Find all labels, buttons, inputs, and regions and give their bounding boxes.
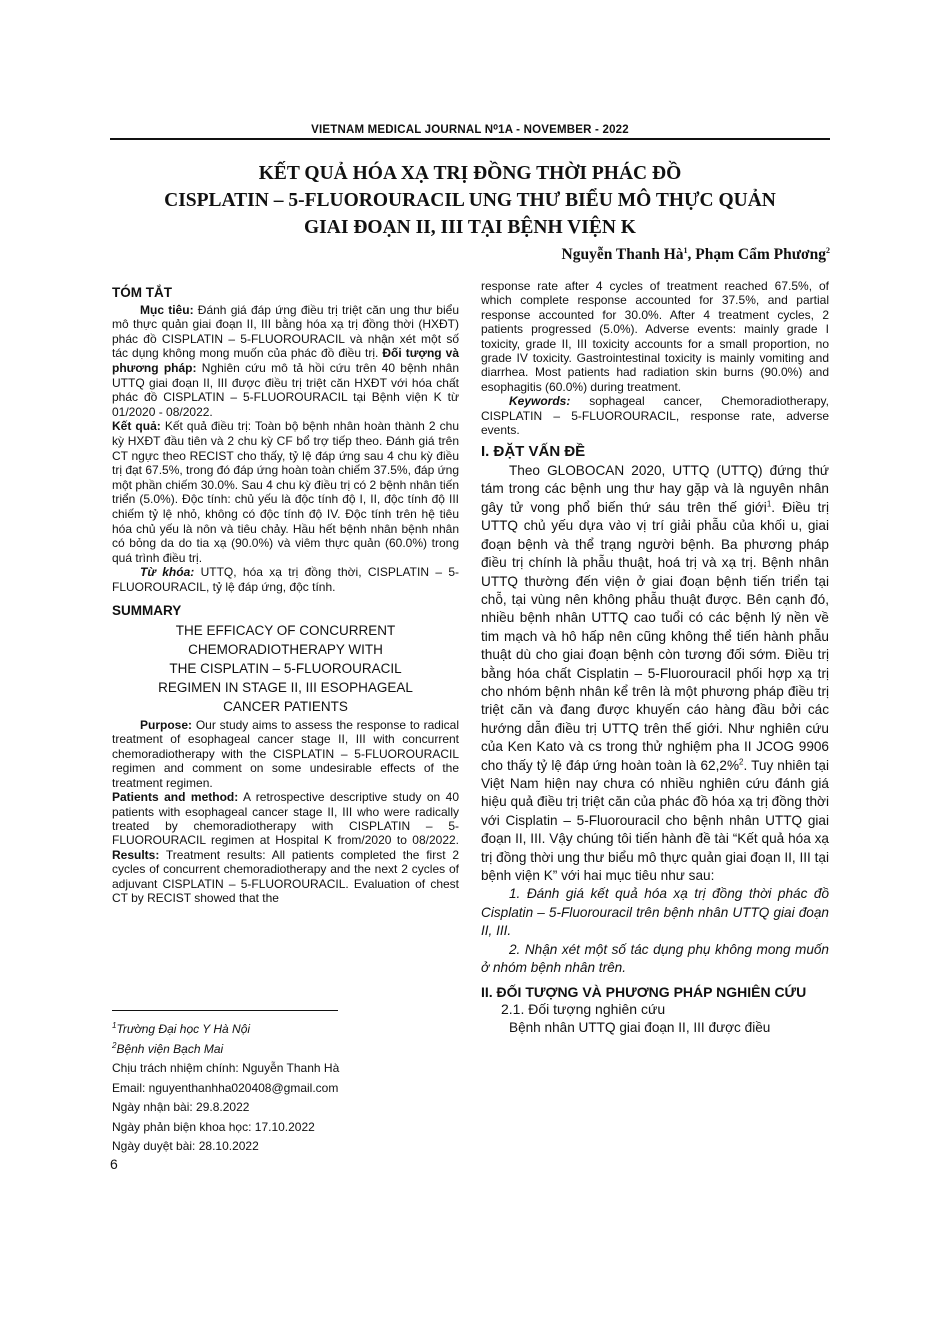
authors: [562, 246, 831, 264]
footnote-1-text: Trường Đại học Y Hà Nội: [116, 1022, 251, 1036]
section-1-paragraph: [481, 462, 829, 885]
footnote-2-text: Bệnh viện Bạch Mai: [116, 1041, 224, 1056]
title-line-2: CISPLATIN – 5-FLUOROURACIL UNG THƯ BIỂU MÔ THỰC QUẢN: [164, 190, 776, 211]
date-received: Ngày nhận bài: 29.8.2022: [112, 1100, 250, 1114]
summary-heading: SUMMARY: [112, 603, 182, 619]
objective-2: 2. Nhận xét một số tác dụng phụ không mong muốn ở nhóm bệnh nhân trên.: [481, 941, 829, 976]
author-separator: ,: [687, 246, 696, 263]
patients-label: Patients and method:: [112, 790, 239, 805]
subsection-2-1-heading: 2.1. Đối tượng nghiên cứu: [501, 1001, 666, 1018]
corresponding-email: Email: nguyenthanhha020408@gmail.com: [112, 1080, 339, 1095]
section-1-text-a: Theo GLOBOCAN 2020, UTTQ (UTTQ) đứng thứ tám trong các bệnh ung thư hay gặp và là nguyên nhân gây tử vong phổ biến thứ sáu trên thế giới: [481, 463, 829, 515]
author-2: Phạm Cẩm Phương: [695, 246, 826, 263]
summary-title-line-5: CANCER PATIENTS: [223, 699, 348, 715]
footnote-rule: [112, 1010, 338, 1011]
keywords-label: Keywords:: [509, 394, 571, 409]
ket-qua-text: Kết quả điều trị: Toàn bộ bệnh nhân hoàn thành 2 chu kỳ HXĐT đầu tiên và 2 chu kỳ CF bổ trợ tiếp theo. Đánh giá trên CT ngực theo RECIST cho thấy, tỷ lệ đáp ứng sau 4 chu kỳ điều trị đạt 67.5%, trong đó đáp ứng hoàn toàn chiếm 37.5%, đáp ứng một phần chiếm 30.0%. Sau 4 chu kỳ điều trị có 2 bệnh nhân tiến triển (5.0%). Độc tính: chủ yếu là độc tính độ I, II, độc tính độ III chiếm tỷ lệ nhỏ, không có độc tính độ IV. Độc tính trên hệ tiêu hóa chủ yếu là nôn và tiêu chảy. Hầu hết bệnh nhân bệnh nhân có bỏng da do tia xạ (90.0%) và viêm thực quản (60.0%) trong quá trình điều trị.: [112, 419, 459, 565]
reference-1: 1: [766, 499, 772, 509]
doi-tuong-text: Nghiên cứu mô tả hồi cứu trên 40 bệnh nhân UTTQ giai đoạn II, III được điều trị triệt căn HXĐT với hóa chất phác đồ CISPLATIN – 5-FLUOROURACIL tại Bệnh viện K từ 01/2020 - 08/2022.: [112, 360, 459, 419]
ket-qua-label: Kết quả:: [112, 419, 161, 434]
results-text: Treatment results: All patients completed the first 2 cycles of concurrent chemoradiotherapy and the next 2 cycles of adjuvant CISPLATIN – 5-FLUOROURACIL. Evaluation of chest CT by RECIST showed that the: [112, 847, 459, 905]
header-rule: [110, 138, 830, 140]
purpose-paragraph: [112, 718, 459, 790]
footnote-1-marker: 1: [112, 1021, 117, 1030]
tu-khoa-paragraph: [112, 565, 459, 594]
author-1-affiliation: 1: [683, 245, 688, 255]
corresponding-author: Chịu trách nhiệm chính: Nguyễn Thanh Hà: [112, 1061, 340, 1075]
tu-khoa-label: Từ khóa:: [140, 565, 195, 580]
purpose-text: Our study aims to assess the response to radical treatment of esophageal cancer stage II, III with concurrent chemoradiotherapy with the CISPLATIN – 5-FLUOROURACIL regimen and comment on some undesirable effects of the treatment regimen.: [112, 718, 459, 790]
ket-qua-paragraph: [112, 419, 459, 565]
keywords-text: sophageal cancer, Chemoradiotherapy, CISPLATIN – 5-FLUOROURACIL, response rate, adverse events.: [481, 394, 829, 438]
section-1-heading: I. ĐẶT VẤN ĐỀ: [481, 443, 586, 461]
tom-tat-heading: TÓM TẮT: [112, 285, 172, 300]
journal-header: VIETNAM MEDICAL JOURNAL N⁰1A - NOVEMBER - 2022: [311, 124, 629, 136]
page-number: 6: [110, 1156, 118, 1172]
keywords-paragraph: [481, 394, 829, 437]
results-label: Results:: [112, 847, 160, 862]
author-1: Nguyễn Thanh Hà: [561, 246, 684, 263]
reference-2: 2: [739, 757, 744, 767]
summary-title-line-4: REGIMEN IN STAGE II, III ESOPHAGEAL: [158, 680, 413, 696]
summary-title-line-1: THE EFFICACY OF CONCURRENT: [175, 623, 396, 639]
patients-paragraph: [112, 790, 459, 905]
tom-tat-paragraph: [112, 303, 459, 420]
left-column: [112, 280, 459, 905]
article-title: [120, 160, 820, 241]
author-2-affiliation: 2: [826, 245, 830, 255]
purpose-label: Purpose:: [140, 718, 193, 733]
footnote-affiliation-2: [112, 1040, 459, 1060]
title-line-1: KẾT QUẢ HÓA XẠ TRỊ ĐỒNG THỜI PHÁC ĐỒ: [258, 163, 682, 184]
footnote-2-marker: 2: [112, 1040, 117, 1050]
summary-title-line-2: CHEMORADIOTHERAPY WITH: [188, 642, 383, 658]
footnotes: [112, 1020, 459, 1157]
patients-text: A retrospective descriptive study on 40 patients with esophageal cancer stage II, III who were radically treated by chemoradiotherapy with CISPLATIN – 5-FLUOROURACIL regimen at Hospital K from/2020 to 08/2022.: [112, 790, 459, 848]
summary-title-line-3: THE CISPLATIN – 5-FLUOROURACIL: [169, 661, 402, 677]
section-2-heading: II. ĐỐI TƯỢNG VÀ PHƯƠNG PHÁP NGHIÊN CỨU: [481, 984, 807, 1001]
section-2-text: Bệnh nhân UTTQ giai đoạn II, III được điều: [509, 1019, 771, 1035]
objective-1: 1. Đánh giá kết quả hóa xạ trị đồng thời phác đồ Cisplatin – 5-Fluorouracil trên bệnh nhân UTTQ giai đoạn II, III.: [481, 886, 829, 939]
muc-tieu-label: Mục tiêu:: [140, 302, 194, 317]
date-reviewed: Ngày phản biện khoa học: 17.10.2022: [112, 1119, 315, 1134]
title-line-3: GIAI ĐOẠN II, III TẠI BỆNH VIỆN K: [304, 217, 636, 238]
section-1-text-c: . Tuy nhiên tại Việt Nam hiện nay chưa có nhiều nghiên cứu đánh giá hiệu quả điều trị triệt căn của phác đồ hóa xạ trị đồng thời với Cisplatin – 5-Fluorouracil cho bệnh nhân UTTQ giai đoạn II, III. Vậy chúng tôi tiến hành đề tài “Kết quả hóa xạ trị đồng thời ung thư biểu mô thực quản giai đoạn II, III tại bệnh viện K” với hai mục tiêu như sau:: [481, 757, 829, 883]
right-column: [481, 279, 829, 1037]
summary-continuation: response rate after 4 cycles of treatment reached 67.5%, of which complete response accounted for 37.5%, and partial response accounted for 30.0%. After 4 treatment cycles, 2 patients progressed (5.0%). Adverse events: mainly grade I toxicity, grade II, III toxicity accounts for a small proportion, no grade IV toxicity. Gastrointestinal toxicity is mainly vomiting and diarrhea. Most patients had radiation skin burns (90.0%) and esophagitis (60.0%) during treatment.: [481, 279, 829, 394]
section-1-text-b: . Điều trị UTTQ chủ yếu dựa vào vị trí giải phẫu của khối u, giai đoạn bệnh và thể trạng người bệnh. Ba phương pháp điều trị chính là phẫu thuật, hoá trị và xạ trị. Bệnh nhân UTTQ thường đến viện ở giai đoạn bệnh tiến triển tại chỗ, tại vùng nên không phẫu thuật được. Bên cạnh đó, nhiều bệnh nhân UTTQ cao tuổi có các bệnh lý nền về tim mạch và hô hấp nên cũng không thể tiến hành phẫu thuật dù cho giai đoạn bệnh còn tương đối sớm. Điều trị bằng hóa chất Cisplatin – 5-Fluorouracil phối hợp xạ trị cho nhóm bệnh nhân kể trên là một phương pháp điều trị triệt căn và đang được khuyến cáo hàng đầu bởi các hướng dẫn điều trị UTTQ trên thế giới. Như nghiên cứu của Ken Kato và cs trong thử nghiệm pha II JCOG 9906 cho thấy tỷ lệ đáp ứng hoàn toàn là 62,2%: [481, 499, 829, 773]
footnote-affiliation-1: [112, 1020, 459, 1040]
muc-tieu-text: Đánh giá đáp ứng điều trị triệt căn ung thư biểu mô thực quản giai đoạn II, III bằng hóa xạ trị đồng thời (HXĐT) phác đồ CISPLATIN – 5-FLUOROURACIL và nhận xét một số tác dụng không mong muốn của phác đồ điều trị.: [112, 302, 459, 361]
date-accepted: Ngày duyệt bài: 28.10.2022: [112, 1139, 259, 1153]
tu-khoa-text: UTTQ, hóa xạ trị đồng thời, CISPLATIN – 5-FLUOROURACIL, tỷ lệ đáp ứng, độc tính.: [112, 565, 460, 594]
doi-tuong-label: Đối tượng và phương pháp:: [112, 346, 459, 375]
summary-title: [112, 621, 459, 716]
